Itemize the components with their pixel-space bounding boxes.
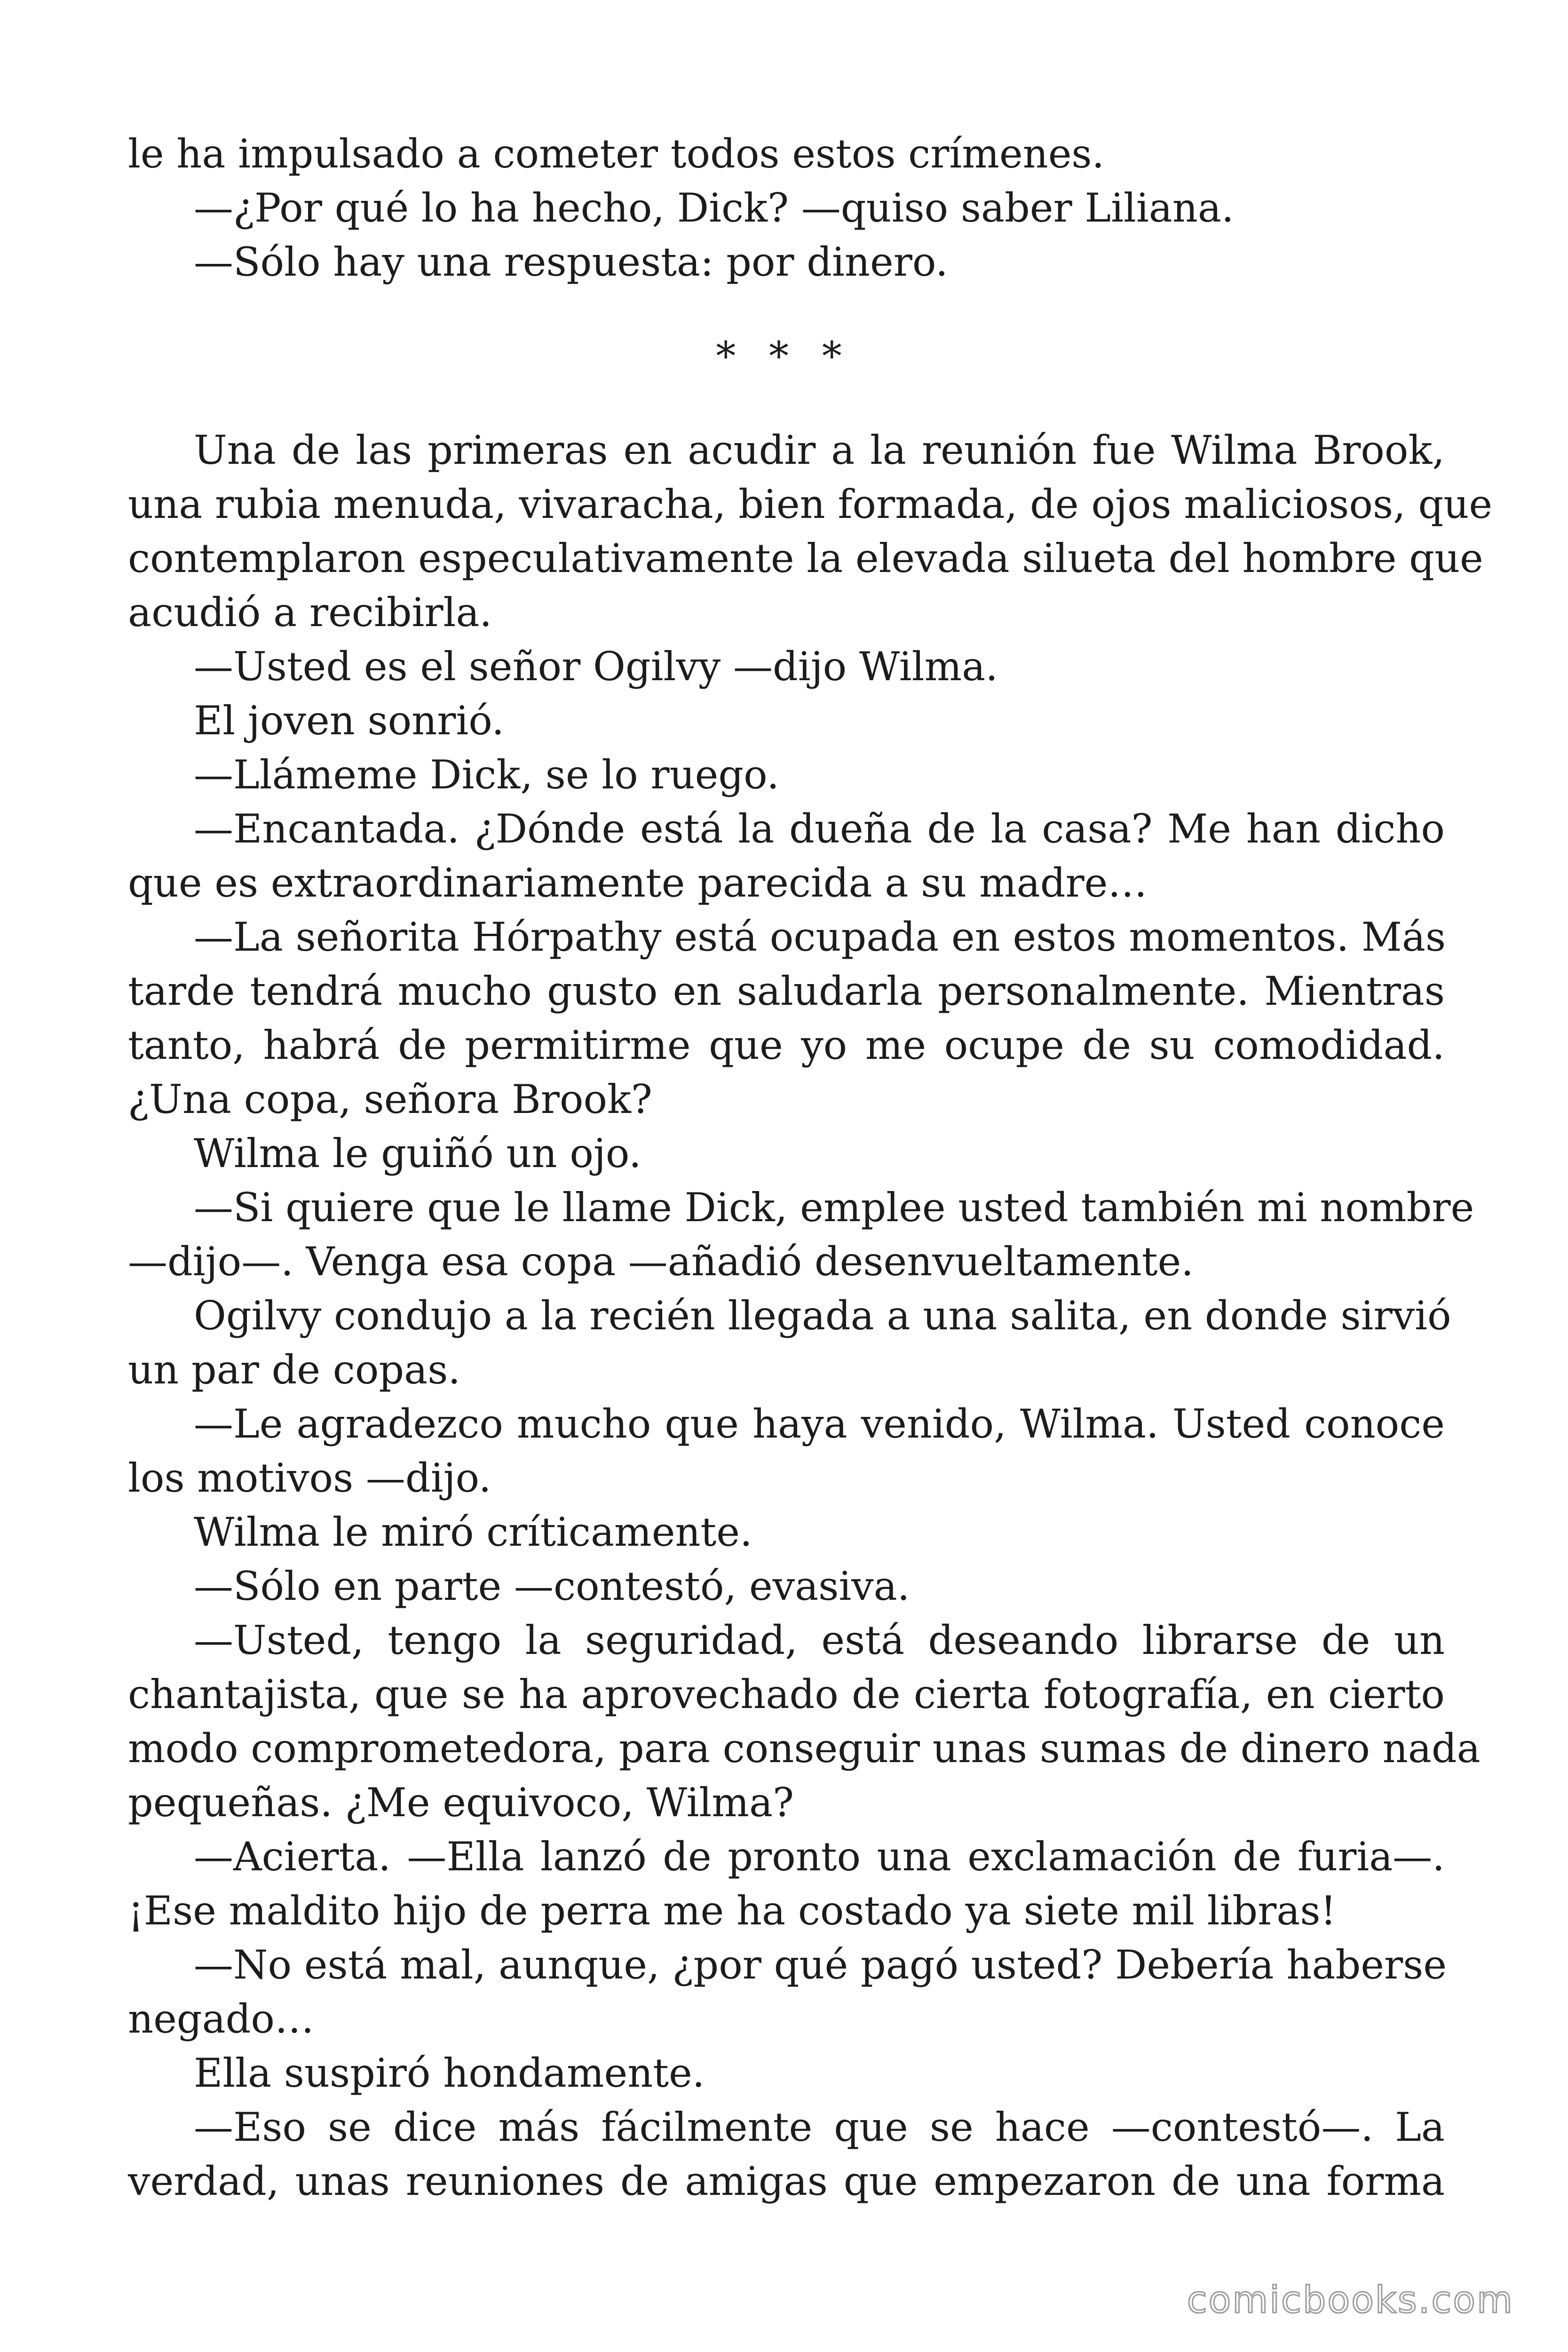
text-line: —Encantada. ¿Dónde está la dueña de la casa? Me han dicho (194, 806, 1445, 852)
text-line: Wilma le guiñó un ojo. (194, 1130, 641, 1176)
text-line: Wilma le miró críticamente. (194, 1509, 752, 1555)
top-text-block (128, 127, 1445, 289)
text-line: —Le agradezco mucho que haya venido, Wilma. Usted conoce (194, 1401, 1445, 1447)
text-line: un par de copas. (128, 1347, 461, 1393)
text-line: —La señorita Hórpathy está ocupada en estos momentos. Más (194, 914, 1446, 960)
text-line: —Sólo en parte —contestó, evasiva. (194, 1563, 910, 1609)
text-line: —dijo—. Venga esa copa —añadió desenvueltamente. (128, 1239, 1194, 1285)
text-line: le ha impulsado a cometer todos estos crímenes. (128, 131, 1105, 177)
text-line: —¿Por qué lo ha hecho, Dick? —quiso saber Liliana. (194, 185, 1234, 231)
text-line: una rubia menuda, vivaracha, bien formada, de ojos maliciosos, que (128, 481, 1493, 527)
text-line: —Si quiere que le llame Dick, emplee usted también mi nombre (194, 1184, 1474, 1231)
text-line: modo comprometedora, para conseguir unas sumas de dinero nada (128, 1725, 1481, 1772)
text-line: —Sólo hay una respuesta: por dinero. (194, 239, 948, 285)
text-line: negado… (128, 1996, 315, 2042)
text-line: —Eso se dice más fácilmente que se hace —contestó—. La (194, 2104, 1445, 2150)
text-line: tanto, habrá de permitirme que yo me ocupe de su comodidad. (128, 1022, 1445, 1068)
text-line: Ella suspiró hondamente. (194, 2050, 705, 2096)
text-line: Una de las primeras en acudir a la reunión fue Wilma Brook, (194, 427, 1445, 473)
text-line: ¡Ese maldito hijo de perra me ha costado ya siete mil libras! (128, 1888, 1337, 1934)
scene-separator: * * * (716, 333, 852, 379)
text-line: —Llámeme Dick, se lo ruego. (194, 752, 779, 798)
text-line: acudió a recibirla. (128, 589, 492, 636)
main-text-block (128, 423, 1493, 2209)
text-line: los motivos —dijo. (128, 1455, 491, 1501)
text-line: —Usted es el señor Ogilvy —dijo Wilma. (194, 644, 998, 690)
text-line: chantajista, que se ha aprovechado de cierta fotografía, en cierto (128, 1671, 1445, 1717)
watermark: comicbooks.com (1187, 2279, 1514, 2321)
text-line: pequeñas. ¿Me equivoco, Wilma? (128, 1780, 794, 1826)
text-line: tarde tendrá mucho gusto en saludarla personalmente. Mientras (128, 968, 1445, 1014)
text-line: verdad, unas reuniones de amigas que empezaron de una forma (128, 2158, 1445, 2204)
text-line: —Usted, tengo la seguridad, está deseando librarse de un (194, 1617, 1445, 1663)
text-line: que es extraordinariamente parecida a su madre… (128, 860, 1148, 906)
text-line: ¿Una copa, señora Brook? (128, 1076, 652, 1122)
text-line: El joven sonrió. (194, 698, 505, 744)
text-line: —Acierta. —Ella lanzó de pronto una exclamación de furia—. (194, 1834, 1445, 1880)
text-line: Ogilvy condujo a la recién llegada a una salita, en donde sirvió (194, 1293, 1451, 1339)
text-line: —No está mal, aunque, ¿por qué pagó usted? Debería haberse (194, 1942, 1447, 1988)
text-line: contemplaron especulativamente la elevada silueta del hombre que (128, 535, 1483, 581)
